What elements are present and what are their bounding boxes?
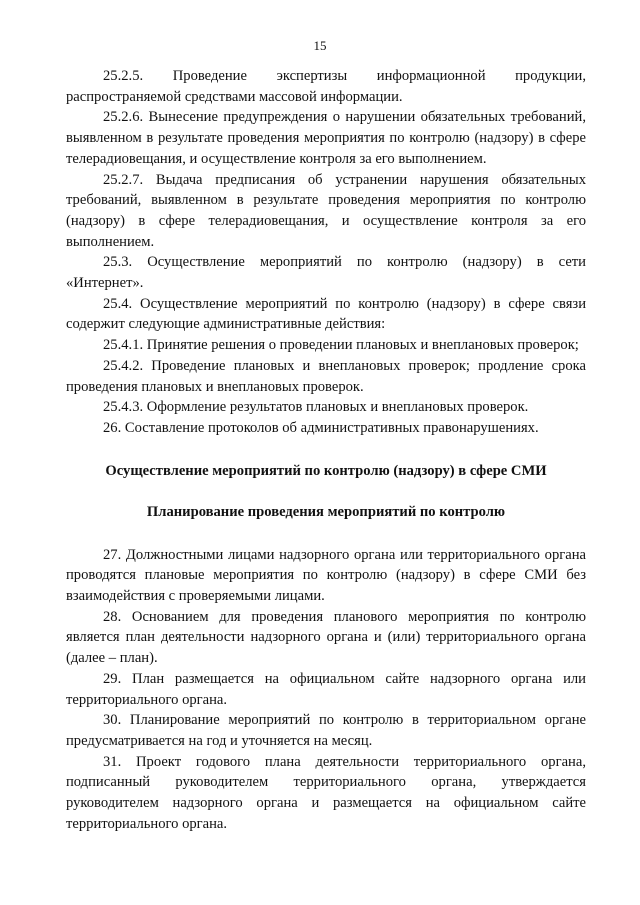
paragraph-29: 29. План размещается на официальном сайте надзорного органа или территориального органа. xyxy=(66,670,586,708)
paragraph-25-2-5: 25.2.5. Проведение экспертизы информационной продукции, распространяемой средствами массовой информации. xyxy=(66,68,586,105)
paragraph-25-4-3: 25.4.3. Оформление результатов плановых и внеплановых проверок. xyxy=(103,399,529,416)
subsection-heading: Планирование проведения мероприятий по контролю xyxy=(146,503,506,520)
paragraph-25-4: 25.4. Осуществление мероприятий по контролю (надзору) в сфере связи содержит следующие административные действия: xyxy=(66,295,586,333)
document-body xyxy=(66,66,586,835)
paragraph-25-2-6: 25.2.6. Вынесение предупреждения о нарушении обязательных требований, выявленном в результате проведения мероприятия по контролю (надзору) в сфере телерадиовещания, и осуществление контроля за его выполнением. xyxy=(66,109,586,167)
paragraph-25-4-2: 25.4.2. Проведение плановых и внеплановых проверок; продление срока проведения плановых и внеплановых проверок. xyxy=(66,357,586,395)
paragraph-30: 30. Планирование мероприятий по контролю в территориальном органе предусматривается на год и уточняется на месяц. xyxy=(66,712,586,749)
paragraph-28: 28. Основанием для проведения планового мероприятия по контролю является план деятельности надзорного органа и (или) территориального органа (далее – план). xyxy=(66,608,586,667)
paragraph-26: 26. Составление протоколов об административных правонарушениях. xyxy=(103,419,539,436)
page-number: 15 xyxy=(313,38,327,53)
paragraph-31: 31. Проект годового плана деятельности территориального органа, подписанный руководителем территориального органа, утверждается руководителем надзорного органа и размещается на официальном сайте территориального органа. xyxy=(66,753,586,832)
paragraph-25-2-7: 25.2.7. Выдача предписания об устранении нарушения обязательных требований, выявленном в результате проведения мероприятия по контролю (надзору) в сфере телерадиовещания, и осуществление контроля за его выполнением. xyxy=(66,171,586,250)
paragraph-27: 27. Должностными лицами надзорного органа или территориального органа проводятся плановые мероприятия по контролю (надзору) в сфере СМИ без взаимодействия с проверяемыми лицами. xyxy=(66,546,586,605)
paragraph-25-3: 25.3. Осуществление мероприятий по контролю (надзору) в сети «Интернет». xyxy=(66,254,586,292)
paragraph-25-4-1: 25.4.1. Принятие решения о проведении плановых и внеплановых проверок; xyxy=(103,337,579,354)
section-heading: Осуществление мероприятий по контролю (надзору) в сфере СМИ xyxy=(105,462,547,479)
